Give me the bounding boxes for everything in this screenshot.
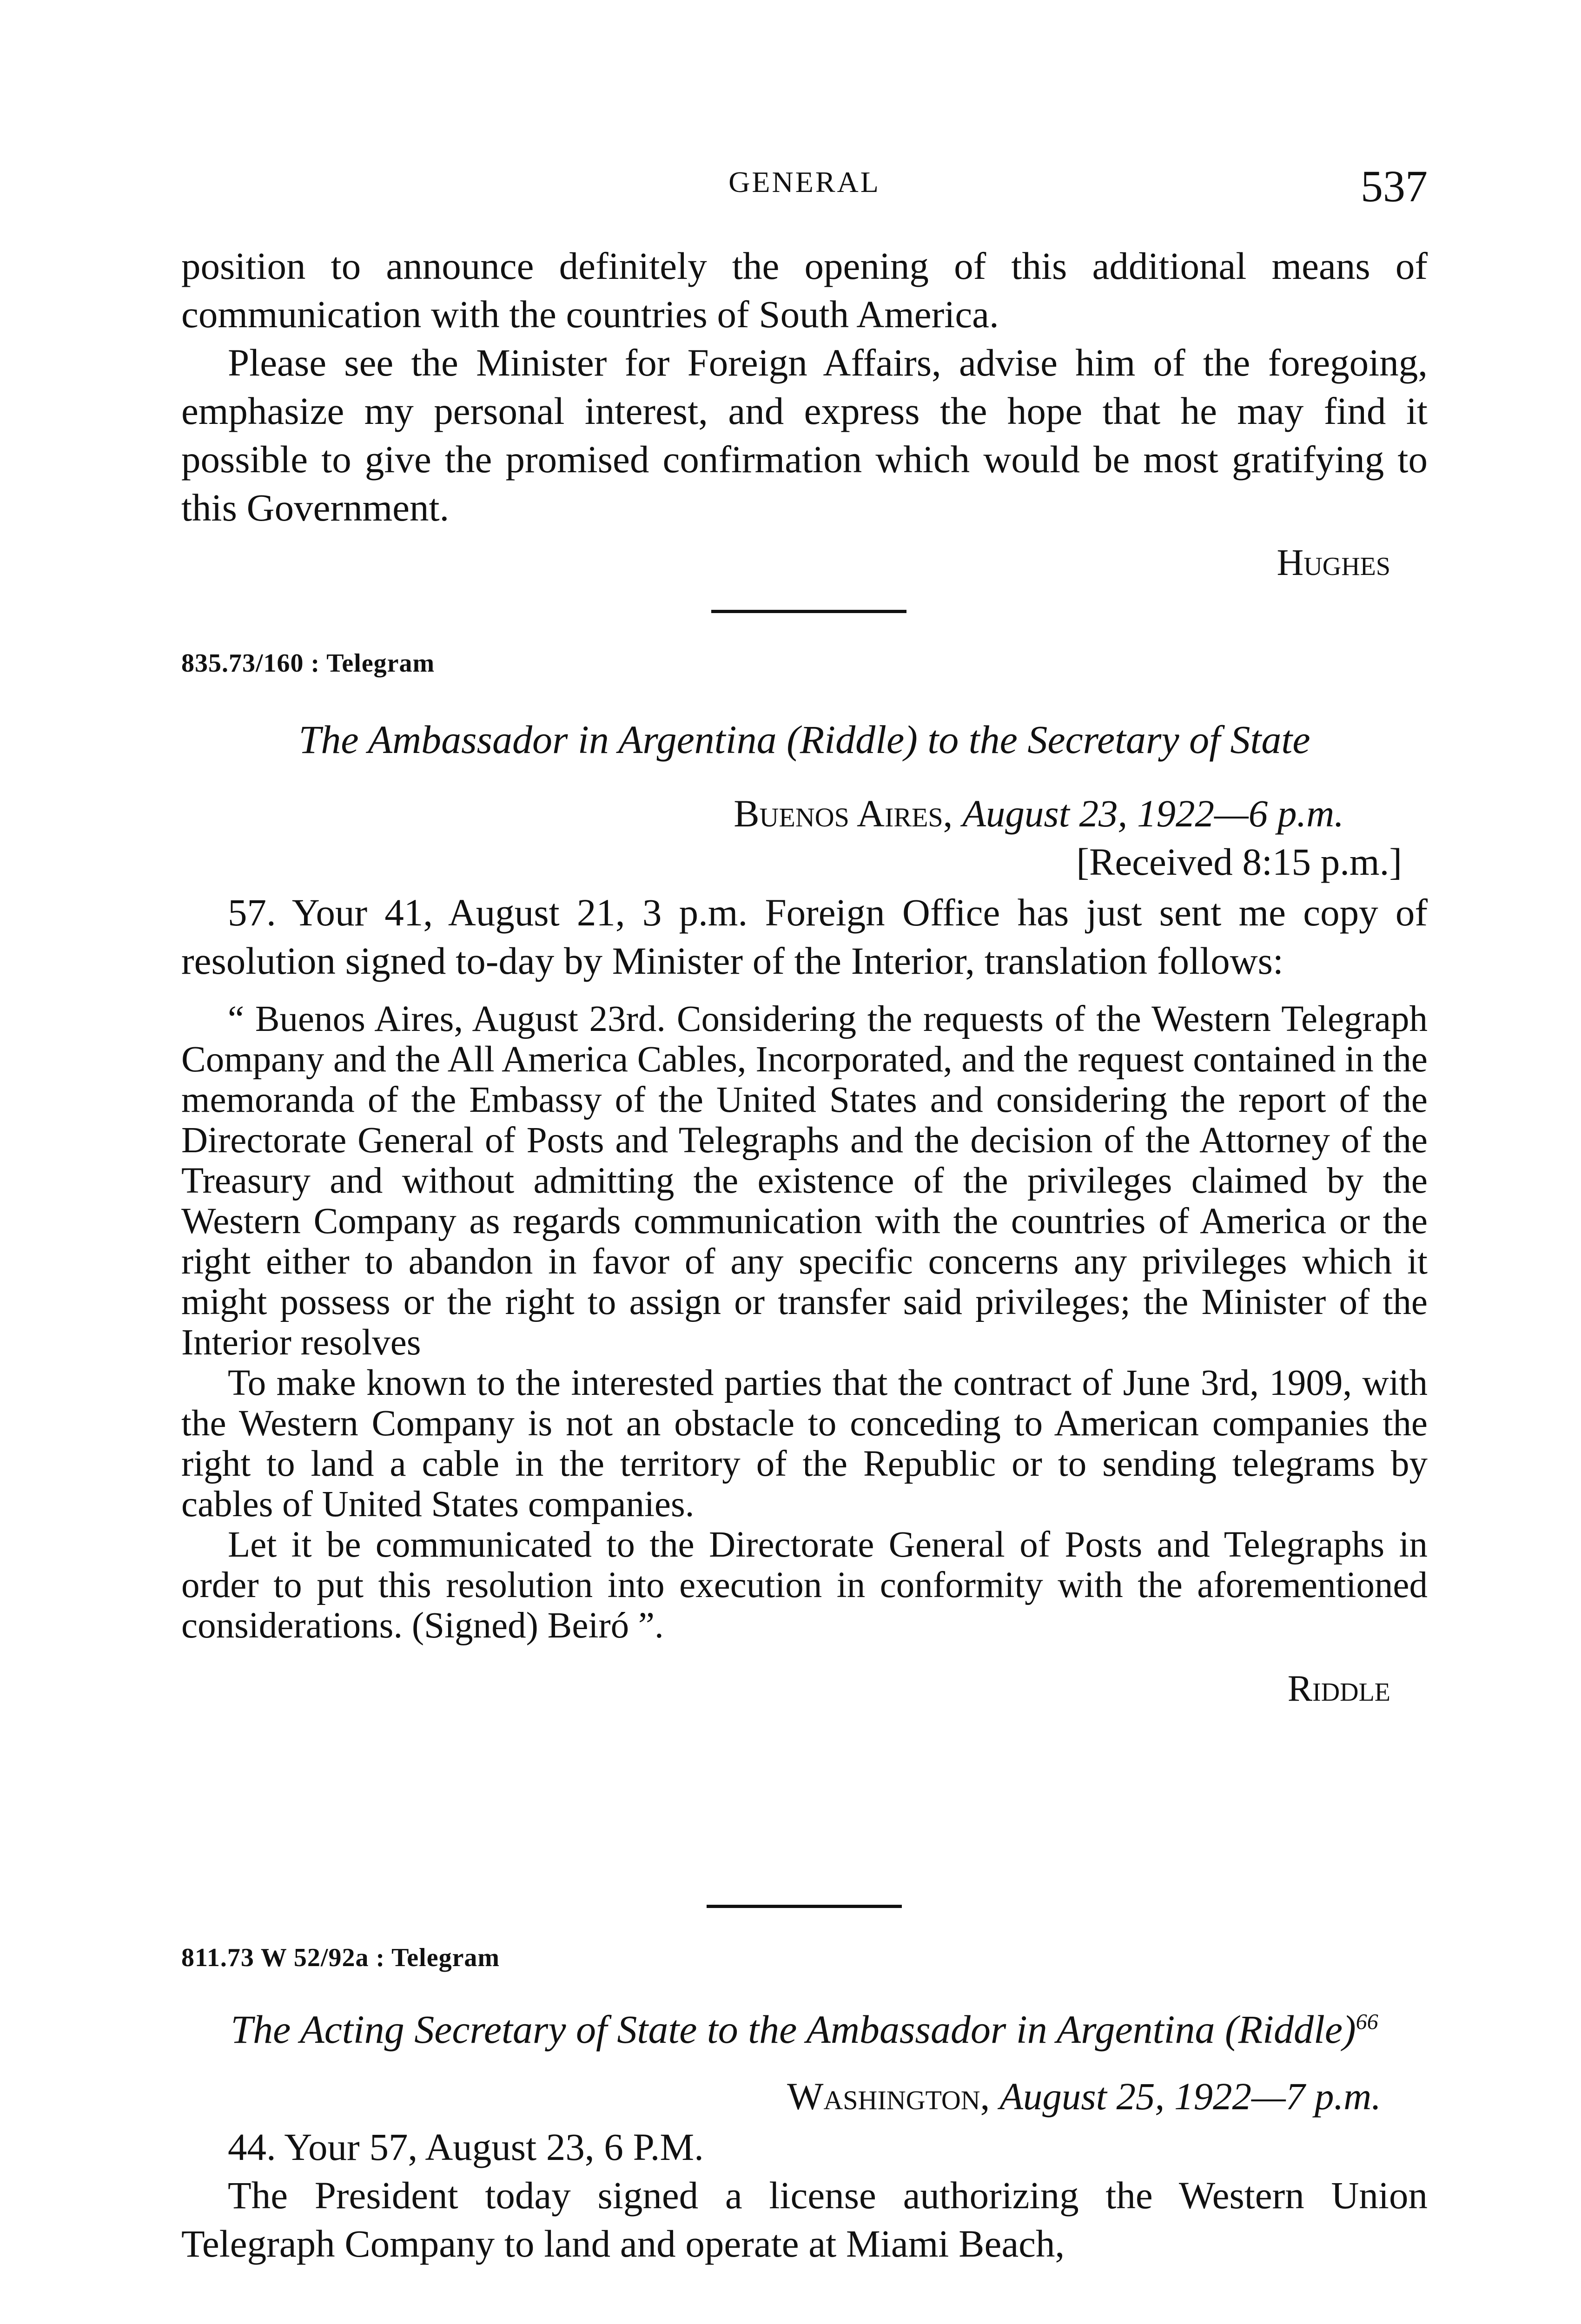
dateline-place: Buenos Aires, [734, 792, 953, 835]
document-1 [181, 639, 1428, 1713]
paragraph: 44. Your 57, August 23, 6 P.M. [228, 2126, 704, 2168]
footnote-reference: 66 [1356, 2009, 1378, 2034]
file-reference: 835.73/160 : Telegram [181, 649, 435, 678]
received-time: [Received 8:15 p.m.] [1076, 840, 1402, 883]
quoted-resolution: Let it be communicated to the Directorate General of Posts and Telegraphs in order to put this resolution into execution in conformity with the aforementioned considerations. (Signed) Beiró ”. [181, 1525, 1428, 1646]
document-2 [181, 1934, 1428, 2268]
page-header [181, 160, 1428, 221]
section-divider [707, 1905, 902, 1908]
dateline-place: Washington, [787, 2075, 990, 2118]
paragraph: The President today signed a license authorizing the Western Union Telegraph Company to land and operate at Miami Beach, [181, 2174, 1428, 2265]
paragraph: position to announce definitely the opening of this additional means of communication with the countries of South America. [181, 244, 1428, 336]
page-number: 537 [1361, 161, 1428, 211]
section-divider [711, 610, 906, 613]
quoted-resolution: To make known to the interested parties that the contract of June 3rd, 1909, with the Western Company is not an obstacle to conceding to American companies the right to land a cable in the territory of the Republic or to sending telegrams by cables of United States companies. [181, 1363, 1428, 1525]
document-heading [181, 2005, 1428, 2053]
quoted-resolution: “ Buenos Aires, August 23rd. Considering the requests of the Western Telegraph Company and the All America Cables, Incorporated, and the request contained in the memoranda of the Embassy of the United States and considering the report of the Directorate General of Posts and Telegraphs and the decision of the Attorney of the Treasury and without admitting the existence of the privileges claimed by the Western Company as regards communication with the countries of America or the right either to abandon in favor of any specific concerns any privileges which it might possess or the right to assign or transfer said privileges; the Minister of the Interior resolves [181, 999, 1428, 1363]
dateline-date: August 23, 1922—6 p.m. [962, 792, 1344, 835]
document-heading: The Ambassador in Argentina (Riddle) to the Secretary of State [298, 717, 1310, 762]
heading-text: The Acting Secretary of State to the Ambassador in Argentina (Riddle) [231, 2007, 1356, 2052]
dateline [181, 789, 1428, 838]
paragraph: Please see the Minister for Foreign Affairs, advise him of the foregoing, emphasize my personal interest, and express the hope that he may find it possible to give the promised confirmation which would be most gratifying to this Government. [181, 341, 1428, 529]
running-head: GENERAL [728, 165, 880, 198]
signature-riddle: Riddle [1287, 1668, 1390, 1709]
dateline [181, 2072, 1428, 2120]
paragraph: 57. Your 41, August 21, 3 p.m. Foreign Office has just sent me copy of resolution signed to-day by Minister of the Interior, translation follows: [181, 891, 1428, 982]
dateline-date: August 25, 1922—7 p.m. [999, 2075, 1381, 2118]
signature-hughes: Hughes [1277, 542, 1390, 583]
file-reference: 811.73 W 52/92a : Telegram [181, 1943, 500, 1972]
top-section [181, 242, 1428, 587]
